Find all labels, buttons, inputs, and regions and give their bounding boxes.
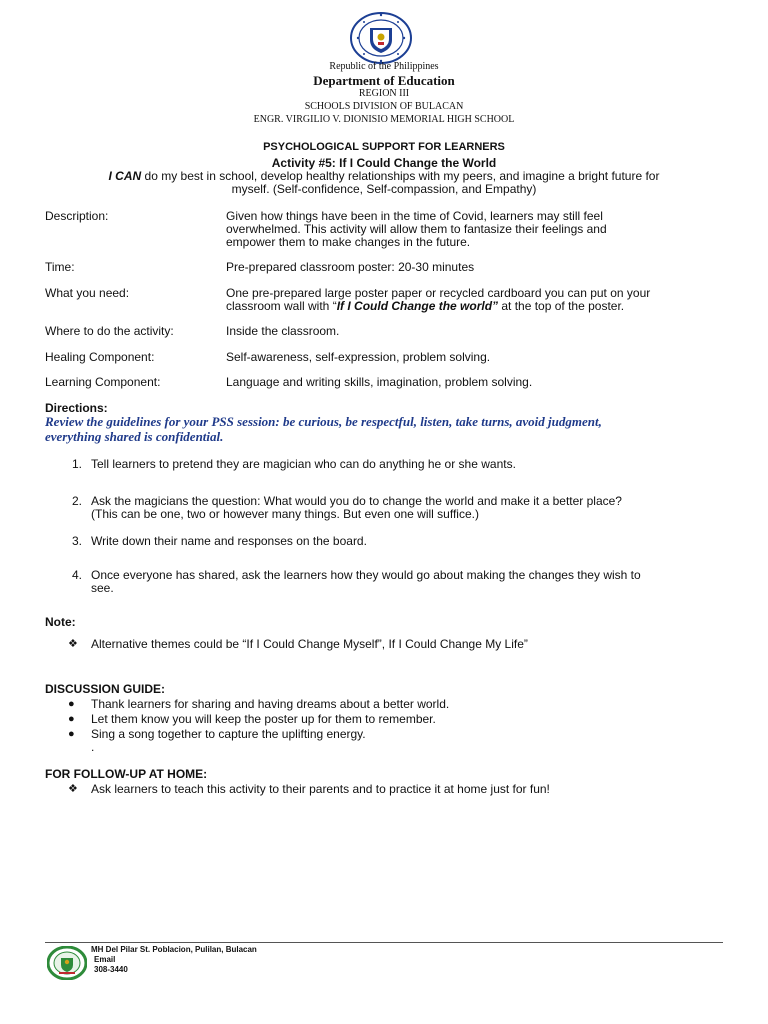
step-text-continued: see. bbox=[91, 581, 114, 595]
discussion-item: Let them know you will keep the poster up for them to remember. bbox=[91, 712, 436, 726]
need-line-2 bbox=[226, 299, 726, 313]
ican-emphasis: I CAN bbox=[108, 169, 142, 183]
need-line-1: One pre-prepared large poster paper or recycled cardboard you can put on your bbox=[226, 286, 651, 300]
step-number: 1. bbox=[71, 457, 82, 471]
time-label: Time: bbox=[45, 260, 75, 274]
bullet-icon: ● bbox=[68, 728, 75, 740]
department-name: Department of Education bbox=[313, 73, 455, 88]
discussion-item: Sing a song together to capture the uplifting energy. bbox=[91, 727, 366, 741]
ican-text-1: do my best in school, develop healthy relationships with my peers, and imagine a bright future for bbox=[141, 169, 660, 183]
step-text: Ask the magicians the question: What would you do to change the world and make it a better place? bbox=[91, 494, 622, 508]
step-text-continued: (This can be one, two or however many things. But even one will suffice.) bbox=[91, 507, 479, 521]
deped-seal-icon bbox=[349, 12, 413, 64]
bullet-icon: ● bbox=[68, 713, 75, 725]
followup-item: Ask learners to teach this activity to their parents and to practice it at home just for fun! bbox=[91, 782, 550, 796]
need-line-2-start: classroom wall with “ bbox=[226, 299, 337, 313]
step-text: Write down their name and responses on the board. bbox=[91, 534, 367, 548]
where-label: Where to do the activity: bbox=[45, 324, 174, 338]
time-value: Pre-prepared classroom poster: 20-30 minutes bbox=[226, 260, 475, 274]
ican-line-2: myself. (Self-confidence, Self-compassion, and Empathy) bbox=[231, 182, 537, 196]
note-heading: Note: bbox=[45, 615, 76, 629]
discussion-item-empty: . bbox=[91, 740, 95, 754]
step-text: Tell learners to pretend they are magician who can do anything he or she wants. bbox=[91, 457, 516, 471]
need-line-2-end: at the top of the poster. bbox=[498, 299, 625, 313]
discussion-item: Thank learners for sharing and having dreams about a better world. bbox=[91, 697, 450, 711]
guideline-line-1: Review the guidelines for your PSS session: be curious, be respectful, listen, take turns, avoid judgment, bbox=[45, 414, 602, 429]
description-line-2: overwhelmed. This activity will allow them to fantasize their feelings and bbox=[226, 222, 607, 236]
diamond-bullet-icon: ❖ bbox=[68, 783, 78, 795]
program-title: PSYCHOLOGICAL SUPPORT FOR LEARNERS bbox=[263, 141, 505, 153]
description-label: Description: bbox=[45, 209, 109, 223]
step-number: 4. bbox=[71, 568, 82, 582]
region-line: REGION III bbox=[358, 88, 410, 99]
diamond-bullet-icon: ❖ bbox=[68, 638, 78, 650]
footer-address: MH Del Pilar St. Poblacion, Pulilan, Bulacan bbox=[91, 945, 257, 954]
description-line-3: empower them to make changes in the future. bbox=[226, 235, 471, 249]
step-number: 2. bbox=[71, 494, 82, 508]
where-value: Inside the classroom. bbox=[226, 324, 340, 338]
activity-title: Activity #5: If I Could Change the World bbox=[271, 156, 497, 170]
bullet-icon: ● bbox=[68, 698, 75, 710]
note-item: Alternative themes could be “If I Could Change Myself”, If I Could Change My Life” bbox=[91, 637, 528, 651]
healing-label: Healing Component: bbox=[45, 350, 155, 364]
description-line-1: Given how things have been in the time of Covid, learners may still feel bbox=[226, 209, 603, 223]
learning-label: Learning Component: bbox=[45, 375, 161, 389]
school-name: ENGR. VIRGILIO V. DIONISIO MEMORIAL HIGH SCHOOL bbox=[253, 114, 515, 125]
division-line: SCHOOLS DIVISION OF BULACAN bbox=[304, 101, 464, 112]
footer-phone: 308-3440 bbox=[94, 965, 128, 974]
step-text: Once everyone has shared, ask the learners how they would go about making the changes they wish to bbox=[91, 568, 641, 582]
guideline-line-2: everything shared is confidential. bbox=[45, 429, 224, 444]
discussion-heading: DISCUSSION GUIDE: bbox=[45, 682, 166, 696]
followup-heading: FOR FOLLOW-UP AT HOME: bbox=[45, 767, 208, 781]
ican-line-1 bbox=[0, 169, 768, 183]
step-number: 3. bbox=[71, 534, 82, 548]
footer-divider bbox=[45, 942, 723, 943]
directions-heading: Directions: bbox=[45, 401, 108, 415]
poster-title-emphasis: If I Could Change the world” bbox=[336, 299, 499, 313]
footer-email: Email bbox=[94, 955, 116, 964]
learning-value: Language and writing skills, imagination, problem solving. bbox=[226, 375, 533, 389]
republic-line: Republic of the Philippines bbox=[329, 61, 439, 72]
need-label: What you need: bbox=[45, 286, 130, 300]
healing-value: Self-awareness, self-expression, problem solving. bbox=[226, 350, 491, 364]
school-logo-icon bbox=[47, 946, 87, 980]
